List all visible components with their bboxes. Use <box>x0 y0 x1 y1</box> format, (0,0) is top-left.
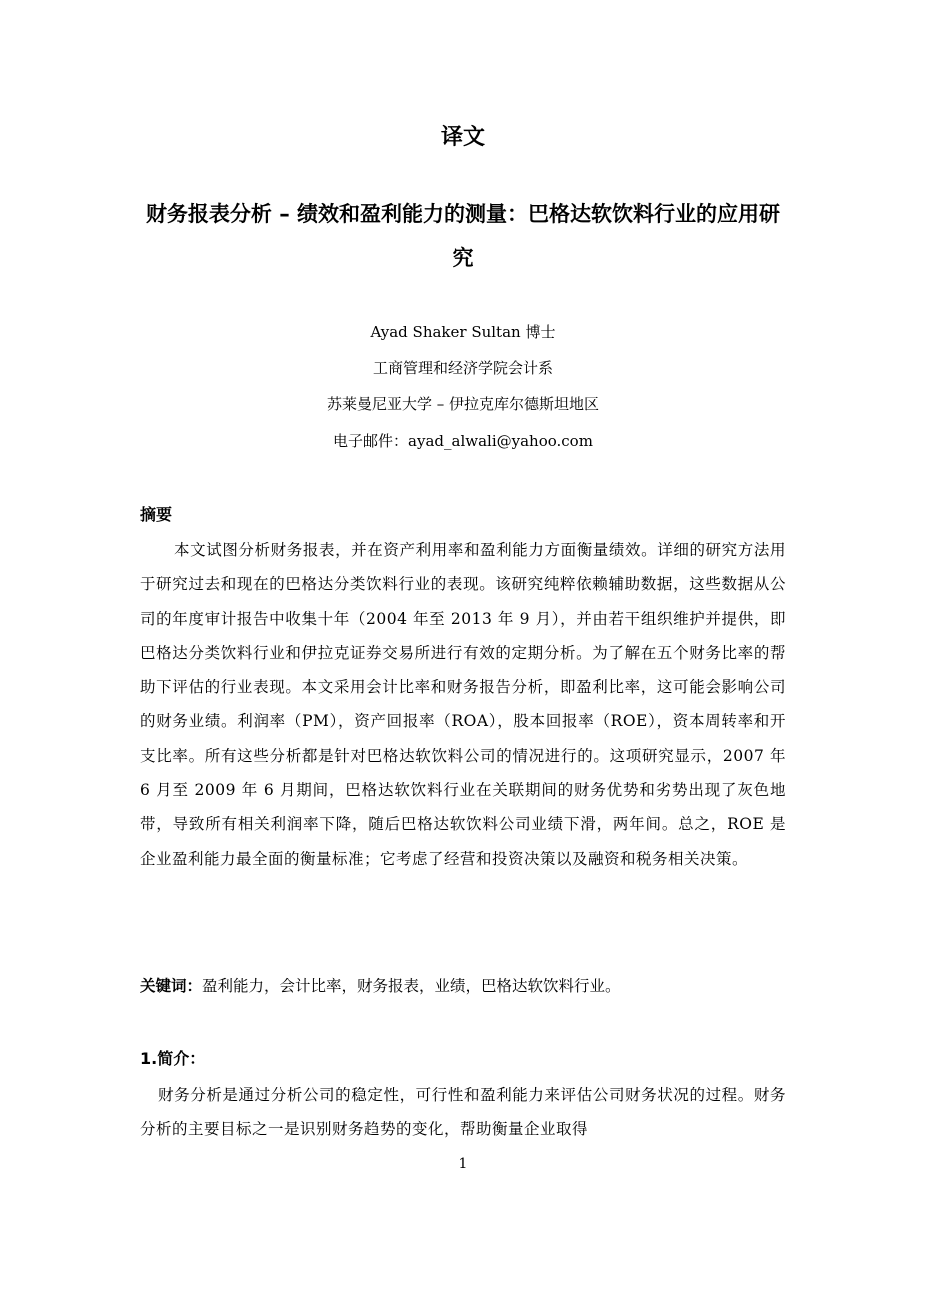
page-number: 1 <box>458 1156 468 1172</box>
author-department: 工商管理和经济学院会计系 <box>372 359 553 377</box>
author-university: 苏莱曼尼亚大学 – 伊拉克库尔德斯坦地区 <box>326 395 600 413</box>
abstract-heading: 摘要 <box>140 505 173 524</box>
abstract-paragraph: 本文试图分析财务报表，并在资产利用率和盈利能力方面衡量绩效。详细的研究方法用于研究过去和现在的巴格达分类饮料行业的表现。该研究纯粹依赖辅助数据，这些数据从公司的年度审计报告中收集十年（2004 年至 2013 年 9 月），并由若干组织维护并提供，即巴格达分类饮料行业和伊拉克证券交易所进行有效的定期分析。为了解在五个财务比率的帮助下评估的行业表现。本文采用会计比率和财务报告分析，即盈利比率，这可能会影响公司的财务业绩。利润率（PM），资产回报率（ROA），股本回报率（ROE），资本周转率和开支比率。所有这些分析都是针对巴格达软饮料公司的情况进行的。这项研究显示，2007 年 6 月至 2009 年 6 月期间，巴格达软饮料行业在关联期间的财务优势和劣势出现了灰色地带，导致所有相关利润率下降，随后巴格达软饮料公司业绩下滑，两年间。总之，ROE 是企业盈利能力最全面的衡量标准；它考虑了经营和投资决策以及融资和税务相关决策。 <box>140 541 786 868</box>
paper-title: 财务报表分析 – 绩效和盈利能力的测量：巴格达软饮料行业的应用研究 <box>145 202 781 270</box>
keywords-line <box>140 969 786 1003</box>
introduction-paragraph: 财务分析是通过分析公司的稳定性，可行性和盈利能力来评估公司财务状况的过程。财务分析的主要目标之一是识别财务趋势的变化，帮助衡量企业取得 <box>140 1086 786 1139</box>
author-name: Ayad Shaker Sultan 博士 <box>370 323 556 341</box>
keywords-label: 关键词： <box>140 977 203 995</box>
author-email: 电子邮件：ayad_alwali@yahoo.com <box>333 432 593 450</box>
document-title: 译文 <box>440 125 485 150</box>
keywords-text: 盈利能力，会计比率，财务报表，业绩，巴格达软饮料行业。 <box>202 977 621 995</box>
introduction-heading: 1.简介： <box>140 1049 206 1068</box>
